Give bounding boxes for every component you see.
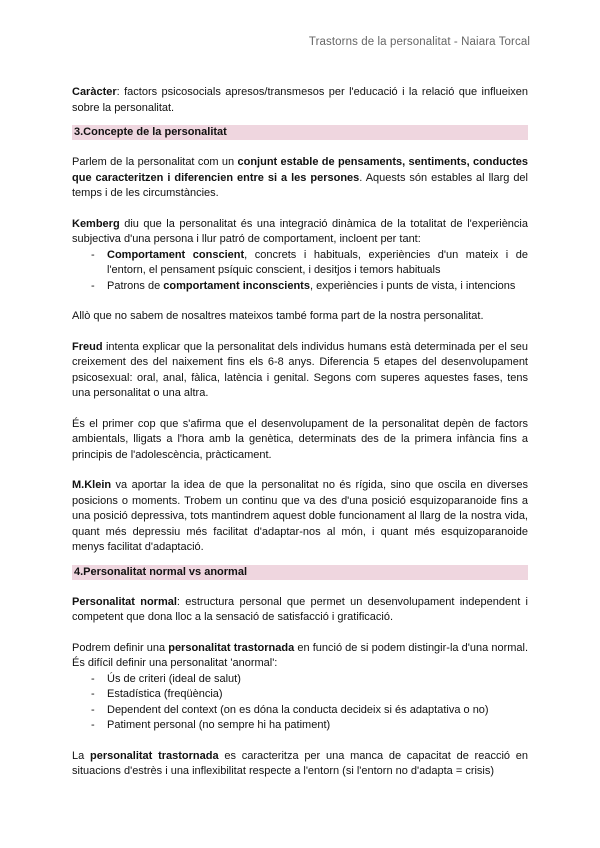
page-header: Trastorns de la personalitat - Naiara Torcal — [308, 36, 530, 48]
document-body — [72, 85, 528, 780]
paragraph-allo: Allò que no sabem de nosaltres mateixos també forma part de la nostra personalitat. — [72, 310, 484, 322]
paragraph-normal: Personalitat normal: estructura personal que permet un desenvolupament independent i competent que dona lloc a la sensació de satisfacció i gratificació. — [72, 595, 528, 623]
paragraph-primer: És el primer cop que s'afirma que el desenvolupament de la personalitat depèn de factors ambientals, lligats a l'hora amb la genètica, determinats des de la primera infància fins a principis de l'adolescència, pràcticament. — [72, 417, 528, 461]
term-caracter: Caràcter — [72, 86, 117, 98]
list-item: - Patiment personal (no sempre hi ha patiment) — [72, 718, 528, 734]
section-heading-4: 4.Personalitat normal vs anormal — [72, 565, 528, 580]
paragraph-parlem: Parlem de la personalitat com un conjunt estable de pensaments, sentiments, conductes que caracteritzen i diferencien entre si a les persones. Aquests són estables al llarg del temps i de les circumstàncies. — [72, 156, 528, 199]
list-item: - Estadística (freqüència) — [72, 687, 528, 703]
term-kemberg: Kemberg — [72, 217, 120, 230]
list-item: - Ús de criteri (ideal de salut) — [72, 672, 528, 688]
list-item: - Dependent del context (on es dóna la conducta decideix si és adaptativa o no) — [72, 703, 528, 719]
list-item: - Comportament conscient, concrets i habituals, experiències d'un mateix i de l'entorn, el pensament psíquic conscient, i desitjos i temors habituals — [72, 248, 528, 279]
term-freud: Freud — [72, 340, 103, 353]
criteria-list — [72, 672, 528, 734]
term-normal: Personalitat normal — [72, 595, 177, 608]
list-item: - Patrons de comportament inconscients, experiències i punts de vista, i intencions — [72, 279, 528, 295]
paragraph-podrem: Podrem definir una personalitat trastornada en funció de si podem distingir-la d'una normal. És difícil definir una personalitat 'anormal': — [72, 641, 529, 669]
paragraph-freud: Freud intenta explicar que la personalitat dels individus humans està determinada per el seu creixement des del naixement fins els 6-8 anys. Diferencia 5 etapes del desenvolupament psicosexual: oral, anal, fàlica, latència i genital. Segons com superes aquestes fases, tens una personalitat o una altra. — [72, 340, 528, 399]
paragraph-caracter: Caràcter: factors psicosocials apresos/transmesos per l'educació i la relació que influeixen sobre la personalitat. — [72, 86, 528, 114]
term-klein: M.Klein — [72, 479, 112, 491]
paragraph-klein: M.Klein va aportar la idea de que la personalitat no és rígida, sino que oscila en diverses posicions o moments. Trobem un continu que va des d'una posició esquizoparanoide fins a una posició depressiva, tots mantindrem aquest doble funcionament al llarg de la nostra vida, quant més depressiu més facilitat d'adaptar-nos al món, i quant més esquizoparanoide menys facilitat d'adaptació. — [72, 479, 528, 553]
paragraph-kemberg: Kemberg diu que la personalitat és una integració dinàmica de la totalitat de l'experiència subjectiva d'una persona i llur patró de comportament, incloent per tant: — [72, 217, 528, 245]
kemberg-list — [72, 248, 528, 295]
paragraph-trastornada: La personalitat trastornada es caracteritza per una manca de capacitat de reacció en situacions d'estrès i una inflexibilitat respecte a l'entorn (si l'entorn no d'adapta = crisis) — [72, 749, 529, 777]
section-heading-3: 3.Concepte de la personalitat — [72, 125, 528, 140]
